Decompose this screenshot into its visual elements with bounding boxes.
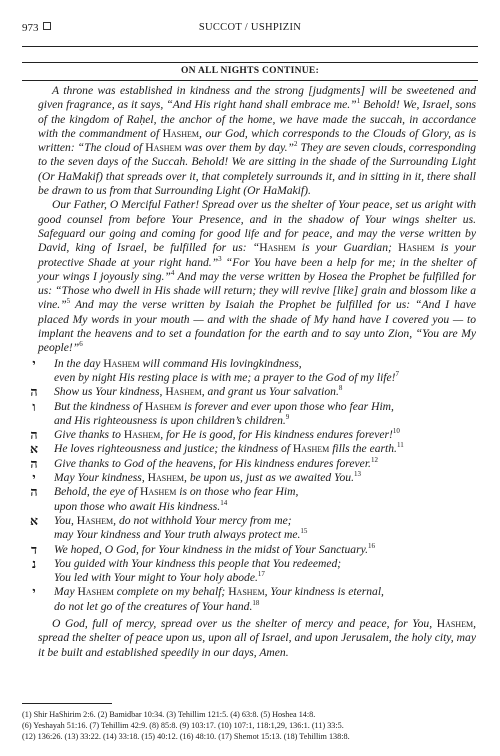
- divine-name: Hashem: [436, 616, 474, 630]
- verse: [32, 585, 476, 614]
- verse: [29, 441, 476, 457]
- hebrew-letter-marker: י: [32, 471, 36, 486]
- hebrew-letter-marker: ה: [30, 456, 38, 471]
- footnote-separator: [22, 703, 112, 704]
- hebrew-letter-marker: ו: [32, 399, 36, 414]
- footnote-ref: 6: [79, 340, 83, 349]
- verse: [32, 399, 476, 429]
- divine-name: Hashem: [123, 428, 161, 442]
- footnote-ref: 10: [392, 427, 400, 436]
- verse-line: do not let go of the creatures of Your hand.$^{18}$: [54, 598, 260, 613]
- verse-line: may Your kindness and Your truth always protect me.$^{15}$: [54, 527, 308, 542]
- section-rule-bottom: [22, 80, 478, 81]
- footnote-ref: 18: [252, 598, 260, 607]
- footnote-ref: 9: [285, 412, 290, 421]
- intro-paragraphs: [38, 84, 476, 356]
- hebrew-letter-marker: י: [32, 585, 36, 600]
- verse: [32, 356, 476, 386]
- footnote-ref: 16: [368, 541, 376, 550]
- footnote-ref: 5: [66, 297, 71, 306]
- verse: [31, 556, 476, 586]
- verse-line: Behold, the eye of Hashem is on those who fear Him,: [54, 485, 299, 499]
- verse-line: May Your kindness, Hashem, be upon us, just as we awaited You.$^{13}$: [54, 470, 361, 485]
- footnote-ref: 8: [338, 384, 343, 393]
- verse-list: [29, 356, 476, 614]
- hebrew-letter-marker: ה: [30, 385, 38, 400]
- verse: [30, 384, 476, 400]
- divine-name: Hashem: [398, 241, 435, 255]
- page-header: [22, 20, 478, 40]
- closing-paragraph: O God, full of mercy, spread over us the shelter of mercy and peace, for You, Hashem, spread the shelter of peace upon us, upon all of Israel, and upon Jerusalem, the holy city, may it be built and established speedily in our days, Amen.: [38, 616, 476, 659]
- divine-name: Hashem: [103, 356, 140, 370]
- hebrew-letter-marker: ד: [30, 542, 37, 557]
- footnote-ref: 4: [170, 269, 175, 277]
- divine-name: Hashem: [259, 241, 296, 255]
- verse: [29, 513, 476, 543]
- footnote-line: (1) Shir HaShirim 2:6. (2) Bamidbar 10:34. (3) Tehillim 121:5. (4) 63:8. (5) Hoshea 14:8.: [22, 710, 316, 719]
- footnote-ref: 17: [257, 570, 265, 579]
- prayer-body: [29, 84, 477, 660]
- verse-line: even by night His resting place is with me; a prayer to the God of my life!$^7$: [54, 370, 400, 384]
- divine-name: Hashem: [144, 399, 182, 413]
- verse: [30, 427, 476, 443]
- verse-line: You, Hashem, do not withhold Your mercy from me;: [54, 513, 292, 527]
- footnote-ref: 1: [356, 97, 361, 106]
- verse: [30, 455, 476, 471]
- verse: [32, 470, 476, 486]
- hebrew-letter-marker: נ: [31, 556, 37, 571]
- verse-line: But the kindness of Hashem is forever and ever upon those who fear Him,: [54, 399, 394, 413]
- paragraph: A throne was established in kindness and the strong [judgments] will be sweetened and given fragrance, as it says, “And His right hand shall embrace me.”$^1$ Behold! We, Israel, sons of the kingdom of Raḥel, the anchor of the home, we have made the succah, in accordance with the commandment of Hashem, our God, which corresponds to the Clouds of Glory, as is written: “The cloud of Hashem was over them by day.”$^2$ They are seven clouds, corresponding to the seven days of the Succah. Behold! We are sitting in the shade of the Surrounding Light (Or HaMakif) that spreads over it, that completely surrounds it, and in sitting in it, there shall be drawn to us from that Surrounding Light (Or HaMakif).: [38, 84, 477, 198]
- footnote-ref: 7: [395, 370, 400, 379]
- footnote-ref: 2: [294, 140, 298, 149]
- verse-line: You guided with Your kindness this people that You redeemed;: [54, 556, 342, 570]
- hebrew-letter-marker: א: [29, 513, 39, 528]
- divine-name: Hashem: [145, 141, 182, 155]
- verse-line: May Hashem complete on my behalf; Hashem, Your kindness is eternal,: [54, 585, 384, 599]
- verse-line: Give thanks to God of the heavens, for His kindness endures forever.$^{12}$: [54, 455, 378, 470]
- verse-line: We hoped, O God, for Your kindness in the midst of Your Sanctuary.$^{16}$: [54, 541, 376, 556]
- hebrew-letter-marker: א: [29, 442, 39, 457]
- footnote-ref: 15: [300, 527, 308, 536]
- footnote-ref: 3: [218, 254, 222, 263]
- footnote-ref: 11: [396, 441, 404, 450]
- verse-line: Show us Your kindness, Hashem, and grant us Your salvation.$^8$: [54, 384, 343, 399]
- divine-name: Hashem: [228, 585, 265, 599]
- verse: [30, 541, 476, 557]
- hebrew-letter-marker: ה: [30, 428, 38, 443]
- verse-line: He loves righteousness and justice; the kindness of Hashem fills the earth.$^{11}$: [54, 441, 404, 456]
- verse-line: and His righteousness is upon children’s children.$^9$: [54, 412, 290, 427]
- divine-name: Hashem: [139, 485, 177, 499]
- running-title: SUCCOT / USHPIZIN: [198, 22, 302, 33]
- paragraph: Our Father, O Merciful Father! Spread over us the shelter of Your peace, set us aright with good counsel from before Your Presence, and in the shadow of Your wings shelter us. Safeguard our going and coming for good life and for peace, and may the verse written by David, king of Israel, be fulfilled for us: “Hashem is your Guardian; Hashem is your protective Shade at your right hand.”$^3$ “For You have been a help for me; in the shelter of your wings I joyously sing.”$^4$ And may the verse written by Hosea the Prophet be fulfilled for us: “Those who dwell in His shade will return; they will revive [like] grain and blossom like a vine.”$^5$ And may the verse written by Isaiah the Prophet be fulfilled for us: “And I have placed My words in your mouth — and with the shade of My hand have I covered you — to implant the heavens and to set a foundation for the earth and to say unto Zion, “You are My people!”$^6$: [38, 198, 476, 355]
- footnote-line: (6) Yeshayah 51:16. (7) Tehillim 42:9. (8) 85:8. (9) 103:17. (10) 107:1, 118:1,29, 136:1. (11) 33:5.: [22, 721, 344, 730]
- section-rule-top: [22, 62, 478, 63]
- footnote-ref: 14: [220, 498, 228, 507]
- hebrew-letter-marker: י: [32, 356, 36, 371]
- verse-line: Give thanks to Hashem, for He is good, for His kindness endures forever!$^{10}$: [54, 427, 400, 442]
- footnote-ref: 13: [353, 470, 361, 479]
- footnote-line: (12) 136:26. (13) 33:22. (14) 33:18. (15) 40:12. (16) 48:10. (17) Shemot 15:13. (18) Tehillim 138:8.: [22, 732, 350, 741]
- divine-name: Hashem: [77, 585, 114, 599]
- verse-line: You led with Your might to Your holy abode.$^{17}$: [54, 570, 265, 585]
- hebrew-letter-marker: ה: [30, 485, 38, 500]
- divine-name: Hashem: [76, 513, 114, 527]
- divine-name: Hashem: [165, 385, 202, 399]
- divine-name: Hashem: [292, 442, 330, 456]
- verse-line: In the day Hashem will command His lovingkindness,: [54, 356, 302, 370]
- divine-name: Hashem: [162, 126, 200, 140]
- verse-line: upon those who await His kindness.$^{14}$: [54, 498, 228, 513]
- page-number: 973: [22, 22, 39, 34]
- verse: [30, 485, 476, 514]
- divine-name: Hashem: [147, 471, 185, 485]
- section-title: ON ALL NIGHTS CONTINUE:: [180, 66, 320, 76]
- header-rule: [22, 46, 478, 47]
- footnotes: [22, 709, 478, 742]
- footnote-ref: 12: [370, 455, 378, 464]
